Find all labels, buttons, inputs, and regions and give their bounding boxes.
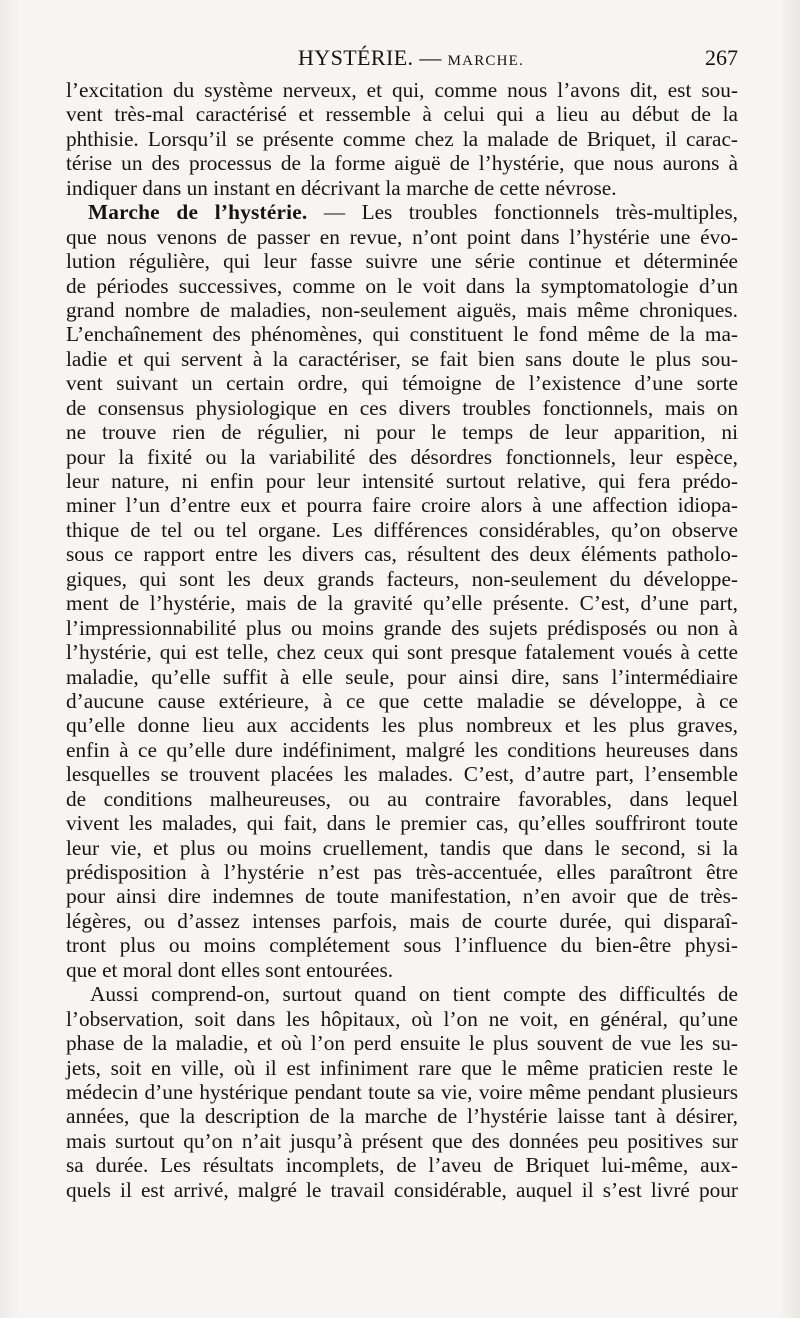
text-line: L’enchaînement des phénomènes, qui constituent le fond même de la ma- xyxy=(66,322,738,347)
text-line: de conditions malheureuses, ou au contraire favorables, dans lequel xyxy=(66,786,738,811)
text-line: lution régulière, qui leur fasse suivre une série continue et déterminée xyxy=(66,249,738,274)
text-line: phthisie. Lorsqu’il se présente comme chez la malade de Briquet, il carac- xyxy=(66,126,738,151)
text-line: enfin à ce qu’elle dure indéfiniment, malgré les conditions heureuses dans xyxy=(66,737,738,762)
text-line: grand nombre de maladies, non-seulement aiguës, mais même chroniques. xyxy=(66,297,738,322)
text-line: maladie, qu’elle suffit à elle seule, pour ainsi dire, sans l’intermédiaire xyxy=(66,664,738,689)
running-header xyxy=(66,38,738,78)
paragraph-continuation xyxy=(66,78,738,200)
text-line: mais surtout qu’on n’ait jusqu’à présent que des données peu positives sur xyxy=(66,1128,738,1153)
text-line: que nous venons de passer en revue, n’ont point dans l’hystérie une évo- xyxy=(66,224,738,249)
text-line: ment de l’hystérie, mais de la gravité qu’elle présente. C’est, d’une part, xyxy=(66,591,738,616)
paragraph-aussi xyxy=(66,982,738,1202)
running-title xyxy=(298,38,524,81)
header-subtitle: MARCHE. xyxy=(447,53,524,69)
text-line: vent très-mal caractérisé et ressemble à celui qui a lieu au début de la xyxy=(66,102,738,127)
header-title: HYSTÉRIE. xyxy=(298,45,414,70)
text-line: quels il est arrivé, malgré le travail considérable, auquel il s’est livré pour xyxy=(66,1177,738,1202)
text-line: l’hystérie, qui est telle, chez ceux qui sont presque fatalement voués à cette xyxy=(66,640,738,665)
text-line: pour la fixité ou la variabilité des désordres fonctionnels, leur espèce, xyxy=(66,444,738,469)
text-line: Aussi comprend-on, surtout quand on tient compte des difficultés de xyxy=(90,982,738,1007)
text-line: médecin d’une hystérique pendant toute sa vie, voire même pendant plusieurs xyxy=(66,1079,738,1104)
text-line: térise un des processus de la forme aiguë de l’hystérie, que nous aurons à xyxy=(66,151,738,176)
text-line: sous ce rapport entre les divers cas, résultent des deux éléments patholo- xyxy=(66,542,738,567)
text-line: années, que la description de la marche de l’hystérie laisse tant à désirer, xyxy=(66,1104,738,1129)
text-line: indiquer dans un instant en décrivant la marche de cette névrose. xyxy=(66,175,617,200)
text-line: vivent les malades, qui fait, dans le premier cas, qu’elles souffriront toute xyxy=(66,811,738,836)
text-line: pour ainsi dire indemnes de toute manifestation, n’en avoir que de très- xyxy=(66,884,738,909)
text-line: sa durée. Les résultats incomplets, de l’aveu de Briquet lui-même, aux- xyxy=(66,1153,738,1178)
text-line: miner l’un d’entre eux et pourra faire croire alors à une affection idiopa- xyxy=(66,493,738,518)
text-line: ne trouve rien de régulier, ni pour le temps de leur apparition, ni xyxy=(66,420,738,445)
text-line: de consensus physiologique en ces divers troubles fonctionnels, mais on xyxy=(66,395,738,420)
text-line: l’excitation du système nerveux, et qui, comme nous l’avons dit, est sou- xyxy=(66,78,738,102)
text-line: qu’elle donne lieu aux accidents les plus nombreux et les plus graves, xyxy=(66,713,738,738)
text-line: que et moral dont elles sont entourées. xyxy=(66,957,394,982)
text-line: phase de la maladie, et où l’on perd ensuite le plus souvent de vue les su- xyxy=(66,1031,738,1056)
text-line: de périodes successives, comme on le voit dans la symptomatologie d’un xyxy=(66,273,738,298)
text-line: d’aucune cause extérieure, à ce que cette maladie se développe, à ce xyxy=(66,688,738,713)
paragraph-marche xyxy=(66,200,738,982)
text-line: leur nature, ni enfin pour leur intensité surtout relative, qui fera prédo- xyxy=(66,469,738,493)
text-line: l’observation, soit dans les hôpitaux, où l’on ne voit, en général, qu’une xyxy=(66,1006,738,1031)
text-line-rest: — Les troubles fonctionnels très-multiples, xyxy=(307,200,738,225)
section-runin-heading: Marche de l’hystérie. xyxy=(88,200,308,225)
text-line: thique de tel ou tel organe. Les différences considérables, qu’on observe xyxy=(66,517,738,542)
text-line: vent suivant un certain ordre, qui témoigne de l’existence d’une sorte xyxy=(66,371,738,396)
text-line-first xyxy=(66,200,738,224)
text-line: prédisposition à l’hystérie n’est pas très-accentuée, elles paraîtront être xyxy=(66,860,738,884)
text-line: lesquelles se trouvent placées les malades. C’est, d’autre part, l’ensemble xyxy=(66,762,738,787)
text-line: jets, soit en ville, où il est infiniment rare que le même praticien reste le xyxy=(66,1055,738,1080)
text-line: tront plus ou moins complétement sous l’influence du bien-être physi- xyxy=(66,933,738,958)
text-line: giques, qui sont les deux grands facteurs, non-seulement du développe- xyxy=(66,566,738,591)
text-line: l’impressionnabilité plus ou moins grande des sujets prédisposés ou non à xyxy=(66,615,738,640)
text-line: légères, ou d’assez intenses parfois, mais de courte durée, qui disparaî- xyxy=(66,908,738,933)
body-text xyxy=(66,78,738,1202)
text-line: leur vie, et plus ou moins cruellement, tandis que dans le second, si la xyxy=(66,835,738,860)
header-separator: — xyxy=(413,45,448,70)
text-line: ladie et qui servent à la caractériser, se fait bien sans doute le plus sou- xyxy=(66,346,738,371)
page-number: 267 xyxy=(705,45,738,70)
